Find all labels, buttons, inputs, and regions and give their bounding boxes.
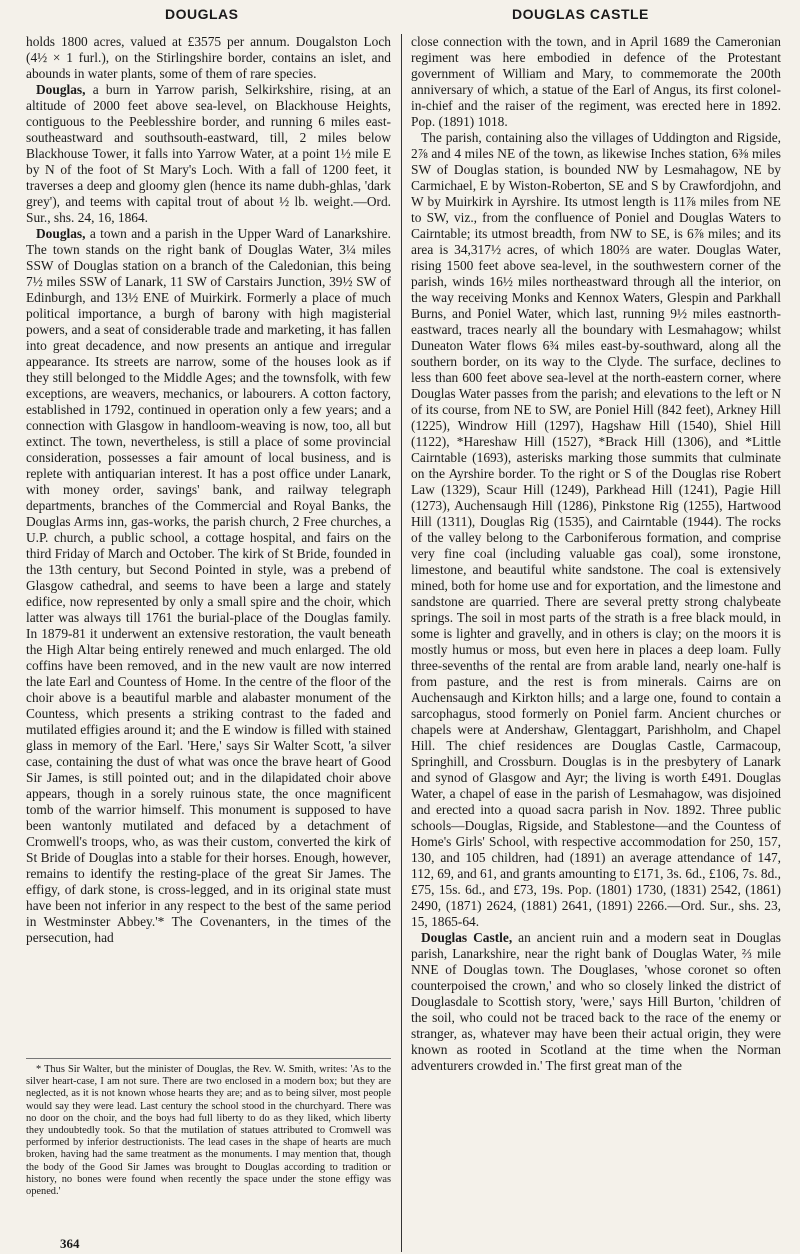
footnote-rule <box>26 1058 391 1059</box>
footnote-text: * Thus Sir Walter, but the minister of Douglas, the Rev. W. Smith, writes: 'As to the silver heart-case, I am not sure. There are two enclosed in a modern box; but they are neglected, as it is not known whose hearts they are; and as to being silver, most people would say they were lead. Last century the school stood in the churchyard. There was no door on the choir, and the boys had full liberty to do as they liked, which liberty they undoubtedly took. So that the mutilation of statues attributed to Cromwell was performed by inferior destructionists. The lead cases in the shape of hearts are much broken, having had the same treatment as the monuments. I may mention that, though the body of the Good Sir James was brought to Douglas according to tradition or history, no bones were found when recently the space under the stone effigy was opened.' <box>26 1064 391 1198</box>
header-left-title: DOUGLAS <box>165 6 239 22</box>
running-header <box>0 6 800 26</box>
entry-headword: Douglas, <box>36 82 86 97</box>
paragraph-douglas-continued: close connection with the town, and in April 1689 the Cameronian regiment was here embodied in defence of the Protestant government of William and Mary, to commemorate the 200th anniversary of which, a statue of the Earl of Angus, its first colonel-in-chief and the raiser of the regiment, was erected here in 1892. Pop. (1891) 1018. <box>411 34 781 129</box>
entry-douglas-castle <box>411 930 781 1074</box>
left-column <box>26 34 391 1054</box>
right-column <box>411 34 781 1252</box>
entry-headword: Douglas, <box>36 226 86 241</box>
footnote <box>26 1064 391 1198</box>
entry-douglas-town <box>26 226 391 946</box>
entry-body: a burn in Yarrow parish, Selkirkshire, rising, at an altitude of 2000 feet above sea-level, on Blackhouse Heights, contiguous to the Peeblesshire border, and running 6 miles east-southeastward and southsouth-eastward, till, 2 miles below Blackhouse Tower, it falls into Yarrow Water, at a point 1½ mile E by N of the foot of St Mary's Loch. With a fall of 1200 feet, it traverses a deep and gloomy glen (hence its name dubh-ghlas, 'dark grey'), and teems with capital trout of about ½ lb. weight.—Ord. Sur., shs. 24, 16, 1864. <box>26 82 391 225</box>
entry-body: an ancient ruin and a modern seat in Douglas parish, Lanarkshire, near the right bank of Douglas Water, ⅔ mile NNE of Douglas town. The Douglases, 'whose coronet so often counterpoised the crown,' and who so closely linked the district of Douglasdale to Scottish story, 'were,' says Hill Burton, 'children of the soil, who could not be traced back to the race of the enemy or stranger, as, whatever may have been their actual origin, they were known as rooted in Scotland at the time when the Norman adventurers crowded in.' The first great man of the <box>411 930 781 1073</box>
entry-body: a town and a parish in the Upper Ward of Lanarkshire. The town stands on the right bank of Douglas Water, 3¼ miles SSW of Douglas station on a branch of the Caledonian, this being 7½ miles SSW of Lanark, 11 SW of Carstairs Junction, 39½ SW of Edinburgh, and 13½ ENE of Muirkirk. Formerly a place of much political importance, a burgh of barony with high magisterial powers, and a seat of considerable trade and marketing, it has fallen into great decadence, and now presents an antique and irregular appearance. Its streets are narrow, some of the houses look as if they still belonged to the Middle Ages; and the townsfolk, with few exceptions, are weavers, mechanics, or labourers. A cotton factory, established in 1792, continued in operation only a few years; and a connection with Glasgow in handloom-weaving is now, too, all but extinct. The town, nevertheless, is still a place of some provincial consideration, possesses a fair amount of local business, and is replete with antiquarian interest. It has a post office under Lanark, with money order, savings' bank, and railway telegraph departments, branches of the Commercial and Royal Banks, the Douglas Arms inn, gas-works, the parish church, 2 Free churches, a U.P. church, a public school, a cottage hospital, and fairs on the third Friday of March and October. The kirk of St Bride, founded in the 13th century, but Second Pointed in style, was a prebend of Glasgow cathedral, and seems to have been a large and stately edifice, now represented by only a small spire and the choir, which latter was always till 1761 the burial-place of the Douglas family. In 1879-81 it underwent an extensive restoration, the vault beneath the High Altar being entirely renewed and much enlarged. The old coffins have been removed, and in the new vault are now interred the late Earl and Countess of Home. In the centre of the floor of the choir above is a beautiful marble and alabaster monument of the Countess, which presents a striking contrast to the faded and mutilated effigies around it; and the E window is filled with stained glass in memory of the Earl. 'Here,' says Sir Walter Scott, 'a silver case, containing the dust of what was once the brave heart of Good Sir James, is still pointed out; and in the dilapidated choir above appears, though in a sorely ruinous state, the once magnificent tomb of the warrior himself. This monument is supposed to have been wantonly mutilated and defaced by a detachment of Cromwell's troops, who, as was their custom, converted the kirk of St Bride of Douglas into a stable for their horses. Enough, however, remains to identify the resting-place of the great Sir James. The effigy, of dark stone, is cross-legged, and in its original state must have been not inferior in any respect to the best of the same period in Westminster Abbey.'* The Covenanters, in the times of the persecution, had <box>26 226 391 945</box>
column-divider <box>401 34 402 1252</box>
paragraph-dougalston-continued: holds 1800 acres, valued at £3575 per annum. Dougalston Loch (4½ × 1 furl.), on the Stirlingshire border, contains an islet, and abounds in water plants, some of them of rare species. <box>26 34 391 81</box>
entry-douglas-burn <box>26 82 391 226</box>
entry-headword: Douglas Castle, <box>421 930 513 945</box>
paragraph-douglas-parish: The parish, containing also the villages of Uddington and Rigside, 2⅞ and 4 miles NE of the town, as likewise Inches station, 6⅜ miles SW of Douglas station, is bounded NW by Lesmahagow, NE by Carmichael, E by Wiston-Roberton, SE and S by Crawfordjohn, and W by Muirkirk in Ayrshire. Its utmost length is 11⅞ miles from NE to SW, viz., from the confluence of Poniel and Douglas Waters to Cairntable; its utmost breadth, from NW to SE, is 6⅞ miles; and its area is 34,317½ acres, of which 180⅔ are water. Douglas Water, rising 1500 feet above sea-level, in the southwestern corner of the parish, winds 16½ miles northeastward through all the interior, on the way receiving Monks and Kennox Waters, Glespin and Parkhall Burns, and Poniel Water, which last, running 9½ miles eastnorth-eastward, traces nearly all the boundary with Lesmahagow; whilst Duneaton Water flows 6¾ miles east-by-southward, along all the southern border, on its way to the Clyde. The surface, declines to less than 600 feet above sea-level at the north-eastern corner, where Douglas Water passes from the parish; and elevations to the left or N of its course, from NE to SW, are Poniel Hill (842 feet), Arkney Hill (1225), Windrow Hill (1297), Hagshaw Hill (1540), Shiel Hill (1122), *Hareshaw Hill (1527), *Brack Hill (1306), and *Little Cairntable (1693), asterisks marking those summits that culminate on the Ayrshire border. To the right or S of the Douglas rise Robert Law (1329), Scaur Hill (1249), Parkhead Hill (1241), Pagie Hill (1273), Auchensaugh Hill (1286), Pinkstone Rig (1255), Hartwood Hill (1311), Douglas Rig (1535), and Cairntable (1944). The rocks of the valley belong to the Carboniferous formation, and comprise very fine coal (including valuable gas coal), some ironstone, limestone, and beautiful white sandstone. The coal is extensively mined, both for home use and for exportation, and the limestone and sandstone are quarried. There are several pretty strong chalybeate springs. The soil in most parts of the strath is a free black mould, in some is lighter and gravelly, and in others is clay; on the moors it is mostly humus or moss, but even here in places a deep loam. Fully three-sevenths of the rental are from arable land, nearly one-half is from pasture, and the rest is from minerals. Cairns are on Auchensaugh and Kirkton hills; and a large one, found to contain a sarcophagus, stood formerly on Poniel farm. Ancient churches or chapels were at Andershaw, Glentaggart, Parishholm, and Chapel Hill. The chief residences are Douglas Castle, Carmacoup, Springhill, and Crossburn. Douglas is in the presbytery of Lanark and synod of Glasgow and Ayr; the living is worth £491. Douglas Water, a chapel of ease in the parish of Lesmahagow, was disjoined and erected into a quoad sacra parish in Nov. 1892. Three public schools—Douglas, Rigside, and Stablestone—and the Countess of Home's Girls' School, with respective accommodation for 250, 157, 130, and 105 children, had (1891) an average attendance of 147, 112, 69, and 61, and grants amounting to £171, 3s. 6d., £106, 7s. 8d., £75, 15s. 6d., and £73, 19s. Pop. (1801) 1730, (1831) 2542, (1861) 2490, (1871) 2624, (1881) 2641, (1891) 2266.—Ord. Sur., shs. 23, 15, 1865-64. <box>411 130 781 929</box>
header-right-title: DOUGLAS CASTLE <box>512 6 649 22</box>
page-number: 364 <box>60 1236 80 1251</box>
